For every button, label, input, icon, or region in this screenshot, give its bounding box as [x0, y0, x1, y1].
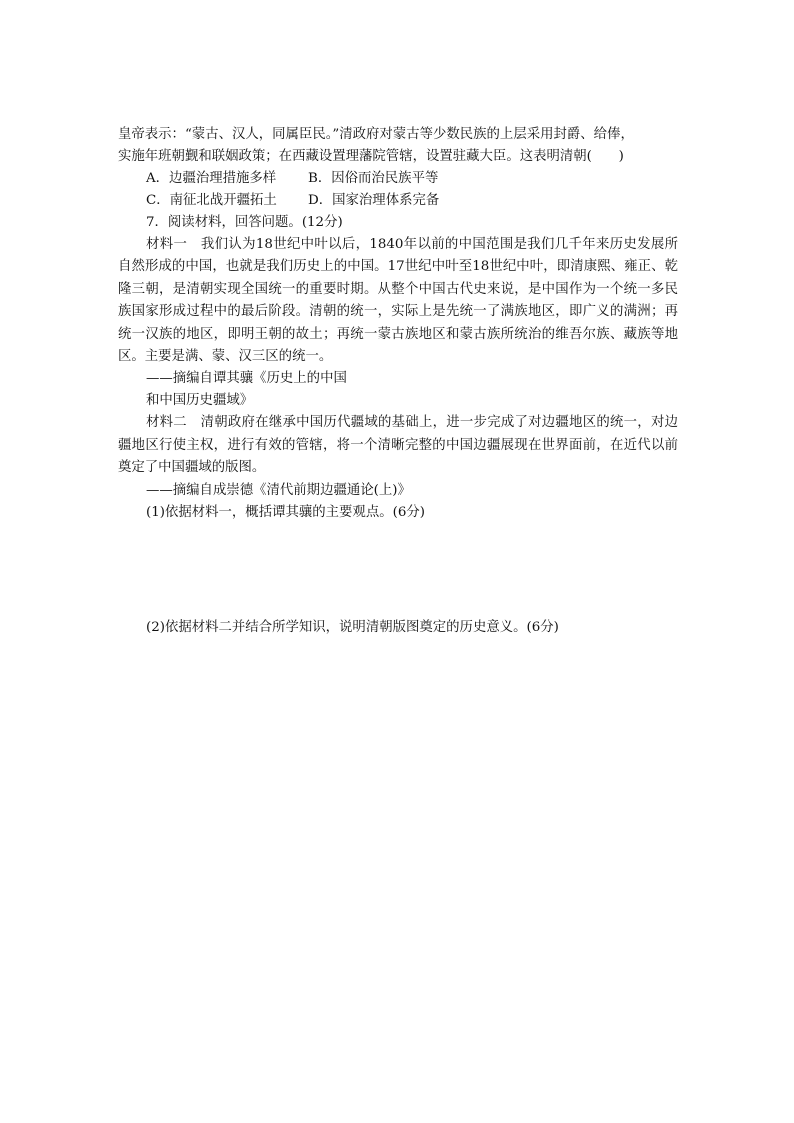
option-c: C．南征北战开疆拓土	[146, 193, 277, 208]
question6-options-row1	[118, 168, 678, 190]
question6-options-row2	[118, 190, 678, 212]
answer-space-1	[118, 524, 678, 617]
question6-stem-line2: 实施年班朝觐和联姻政策；在西藏设置理藩院管辖，设置驻藏大臣。这表明清朝( )	[118, 149, 624, 164]
option-b: B．因俗而治民族平等	[308, 171, 439, 186]
question7-title: 7．阅读材料，回答问题。(12分)	[146, 215, 343, 230]
source-1-line1: ——摘编自谭其骧《历史上的中国	[146, 371, 347, 387]
material-1: 材料一 我们认为18世纪中叶以后，1840年以前的中国范围是我们几千年来历史发展所自然形成的中国，也就是我们历史上的中国。17世纪中叶至18世纪中叶，即清康熙、雍正、乾隆三朝，是清朝实现全国统一的重要时期。从整个中国古代史来说，是中国作为一个统一多民族国家形成过程中的最后阶段。清朝的统一，实际上是先统一了满族地区，即广义的满洲；再统一汉族的地区，即明王朝的故土；再统一蒙古族地区和蒙古族所统治的维吾尔族、藏族等地区。主要是满、蒙、汉三区的统一。	[118, 237, 678, 365]
source-2: ——摘编自成崇德《清代前期边疆通论(上)》	[146, 482, 411, 498]
sub-question-2: (2)依据材料二并结合所学知识，说明清朝版图奠定的历史意义。(6分)	[146, 619, 559, 635]
material-2: 材料二 清朝政府在继承中国历代疆域的基础上，进一步完成了对边疆地区的统一，对边疆地区行使主权，进行有效的管辖，将一个清晰完整的中国边疆展现在世界面前，在近代以前奠定了中国疆域的版图。	[118, 415, 678, 476]
document-page	[118, 124, 678, 639]
option-d: D．国家治理体系完备	[308, 193, 440, 208]
sub-question-1: (1)依据材料一，概括谭其骧的主要观点。(6分)	[146, 504, 425, 520]
source-1-line2: 和中国历史疆域》	[146, 393, 254, 409]
option-a: A．边疆治理措施多样	[146, 171, 277, 186]
question6-stem-line1: 皇帝表示：“蒙古、汉人，同属臣民。”清政府对蒙古等少数民族的上层采用封爵、给俸，	[118, 127, 634, 142]
